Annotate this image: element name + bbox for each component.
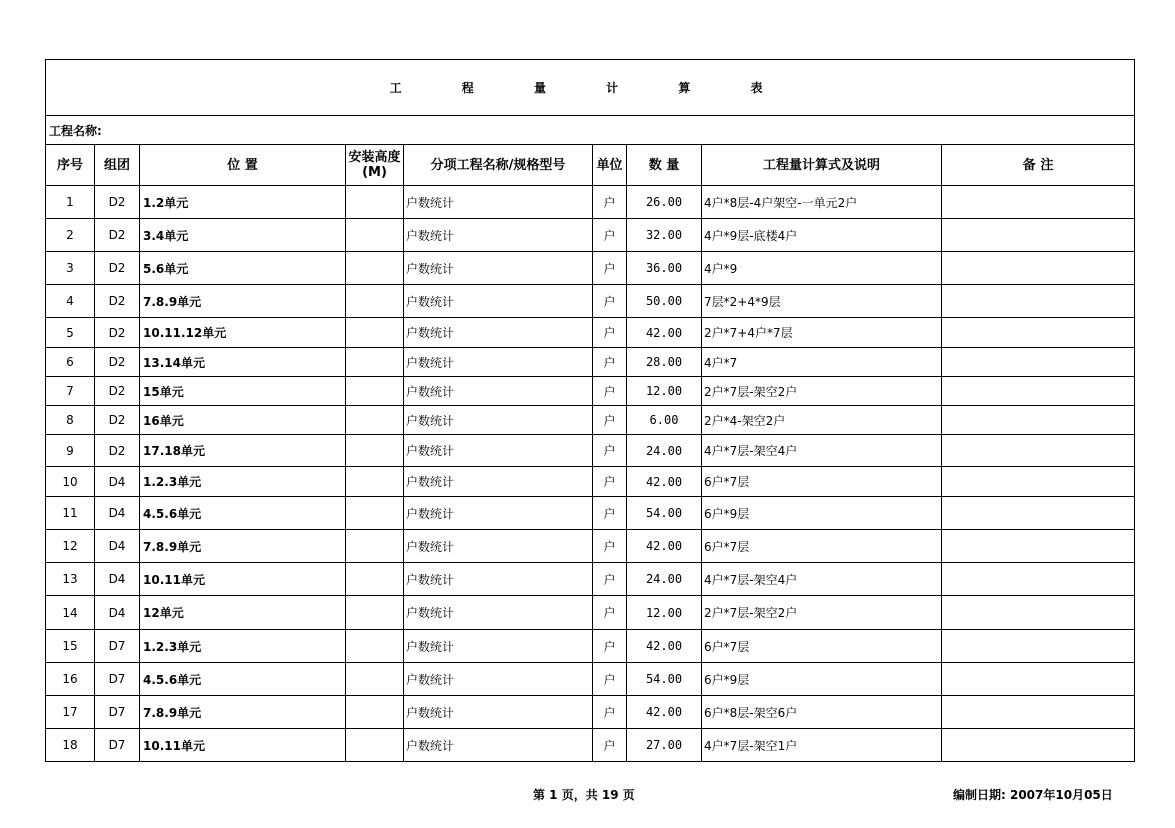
cell-install-height bbox=[346, 497, 404, 530]
cell-remarks bbox=[942, 406, 1135, 435]
cell-unit: 户 bbox=[593, 530, 627, 563]
cell-group: D2 bbox=[95, 377, 140, 406]
table-row bbox=[46, 596, 1135, 630]
cell-unit: 户 bbox=[593, 563, 627, 596]
cell-no: 6 bbox=[46, 348, 95, 377]
cell-group: D2 bbox=[95, 348, 140, 377]
cell-no: 4 bbox=[46, 285, 95, 318]
cell-location: 4.5.6单元 bbox=[140, 497, 346, 530]
cell-remarks bbox=[942, 630, 1135, 663]
header-location: 位 置 bbox=[140, 145, 346, 186]
cell-remarks bbox=[942, 219, 1135, 252]
table-row bbox=[46, 186, 1135, 219]
table-row bbox=[46, 285, 1135, 318]
cell-unit: 户 bbox=[593, 318, 627, 348]
cell-formula: 4户*7 bbox=[702, 348, 942, 377]
header-item-name: 分项工程名称/规格型号 bbox=[404, 145, 593, 186]
cell-group: D4 bbox=[95, 497, 140, 530]
cell-remarks bbox=[942, 467, 1135, 497]
cell-group: D7 bbox=[95, 729, 140, 762]
cell-group: D2 bbox=[95, 219, 140, 252]
cell-item-name: 户数统计 bbox=[404, 348, 593, 377]
cell-install-height bbox=[346, 596, 404, 630]
cell-formula: 7层*2+4*9层 bbox=[702, 285, 942, 318]
table-row bbox=[46, 630, 1135, 663]
cell-group: D4 bbox=[95, 530, 140, 563]
cell-item-name: 户数统计 bbox=[404, 729, 593, 762]
cell-formula: 6户*8层-架空6户 bbox=[702, 696, 942, 729]
cell-install-height bbox=[346, 318, 404, 348]
table-row bbox=[46, 435, 1135, 467]
cell-no: 17 bbox=[46, 696, 95, 729]
cell-group: D4 bbox=[95, 563, 140, 596]
table-row bbox=[46, 497, 1135, 530]
cell-item-name: 户数统计 bbox=[404, 530, 593, 563]
cell-formula: 4户*7层-架空4户 bbox=[702, 435, 942, 467]
cell-no: 10 bbox=[46, 467, 95, 497]
cell-remarks bbox=[942, 435, 1135, 467]
table-row bbox=[46, 663, 1135, 696]
cell-location: 10.11单元 bbox=[140, 729, 346, 762]
table-row bbox=[46, 252, 1135, 285]
cell-unit: 户 bbox=[593, 285, 627, 318]
cell-no: 14 bbox=[46, 596, 95, 630]
cell-remarks bbox=[942, 729, 1135, 762]
sheet-title: 工 程 量 计 算 表 bbox=[46, 60, 1135, 116]
cell-remarks bbox=[942, 696, 1135, 729]
cell-install-height bbox=[346, 530, 404, 563]
cell-formula: 6户*7层 bbox=[702, 467, 942, 497]
cell-install-height bbox=[346, 435, 404, 467]
cell-formula: 6户*9层 bbox=[702, 663, 942, 696]
cell-item-name: 户数统计 bbox=[404, 186, 593, 219]
cell-location: 1.2.3单元 bbox=[140, 467, 346, 497]
cell-location: 10.11单元 bbox=[140, 563, 346, 596]
cell-location: 7.8.9单元 bbox=[140, 696, 346, 729]
cell-quantity: 42.00 bbox=[627, 630, 702, 663]
table-row bbox=[46, 563, 1135, 596]
cell-quantity: 42.00 bbox=[627, 696, 702, 729]
cell-group: D4 bbox=[95, 596, 140, 630]
cell-no: 5 bbox=[46, 318, 95, 348]
cell-unit: 户 bbox=[593, 467, 627, 497]
cell-unit: 户 bbox=[593, 696, 627, 729]
table-row bbox=[46, 467, 1135, 497]
cell-no: 2 bbox=[46, 219, 95, 252]
cell-install-height bbox=[346, 467, 404, 497]
cell-location: 1.2单元 bbox=[140, 186, 346, 219]
cell-item-name: 户数统计 bbox=[404, 318, 593, 348]
cell-install-height bbox=[346, 219, 404, 252]
cell-unit: 户 bbox=[593, 663, 627, 696]
table-row bbox=[46, 219, 1135, 252]
cell-no: 11 bbox=[46, 497, 95, 530]
cell-location: 3.4单元 bbox=[140, 219, 346, 252]
header-quantity: 数 量 bbox=[627, 145, 702, 186]
cell-install-height bbox=[346, 563, 404, 596]
cell-location: 5.6单元 bbox=[140, 252, 346, 285]
cell-quantity: 27.00 bbox=[627, 729, 702, 762]
cell-location: 1.2.3单元 bbox=[140, 630, 346, 663]
table-row bbox=[46, 348, 1135, 377]
header-no: 序号 bbox=[46, 145, 95, 186]
cell-item-name: 户数统计 bbox=[404, 285, 593, 318]
cell-formula: 6户*7层 bbox=[702, 530, 942, 563]
cell-install-height bbox=[346, 377, 404, 406]
cell-group: D2 bbox=[95, 186, 140, 219]
cell-item-name: 户数统计 bbox=[404, 630, 593, 663]
cell-formula: 4户*7层-架空4户 bbox=[702, 563, 942, 596]
cell-no: 3 bbox=[46, 252, 95, 285]
cell-quantity: 42.00 bbox=[627, 318, 702, 348]
header-group: 组团 bbox=[95, 145, 140, 186]
cell-unit: 户 bbox=[593, 497, 627, 530]
cell-quantity: 12.00 bbox=[627, 377, 702, 406]
cell-formula: 4户*8层-4户架空-一单元2户 bbox=[702, 186, 942, 219]
cell-item-name: 户数统计 bbox=[404, 563, 593, 596]
quantity-calculation-table bbox=[45, 59, 1135, 762]
cell-remarks bbox=[942, 318, 1135, 348]
table-row bbox=[46, 729, 1135, 762]
table-row bbox=[46, 530, 1135, 563]
header-formula: 工程量计算式及说明 bbox=[702, 145, 942, 186]
cell-no: 7 bbox=[46, 377, 95, 406]
cell-quantity: 42.00 bbox=[627, 530, 702, 563]
cell-install-height bbox=[346, 406, 404, 435]
cell-quantity: 6.00 bbox=[627, 406, 702, 435]
cell-no: 8 bbox=[46, 406, 95, 435]
cell-quantity: 50.00 bbox=[627, 285, 702, 318]
cell-remarks bbox=[942, 497, 1135, 530]
cell-unit: 户 bbox=[593, 252, 627, 285]
cell-group: D2 bbox=[95, 285, 140, 318]
cell-remarks bbox=[942, 348, 1135, 377]
cell-unit: 户 bbox=[593, 630, 627, 663]
cell-install-height bbox=[346, 630, 404, 663]
cell-remarks bbox=[942, 252, 1135, 285]
cell-item-name: 户数统计 bbox=[404, 406, 593, 435]
header-unit: 单位 bbox=[593, 145, 627, 186]
cell-formula: 2户*7+4户*7层 bbox=[702, 318, 942, 348]
cell-location: 12单元 bbox=[140, 596, 346, 630]
cell-item-name: 户数统计 bbox=[404, 696, 593, 729]
header-remarks: 备 注 bbox=[942, 145, 1135, 186]
cell-unit: 户 bbox=[593, 219, 627, 252]
cell-install-height bbox=[346, 348, 404, 377]
page-number: 第 1 页，共 19 页 bbox=[533, 788, 635, 802]
cell-location: 10.11.12单元 bbox=[140, 318, 346, 348]
cell-quantity: 24.00 bbox=[627, 435, 702, 467]
cell-formula: 2户*7层-架空2户 bbox=[702, 377, 942, 406]
cell-install-height bbox=[346, 696, 404, 729]
cell-group: D7 bbox=[95, 696, 140, 729]
cell-remarks bbox=[942, 186, 1135, 219]
cell-item-name: 户数统计 bbox=[404, 497, 593, 530]
table-row bbox=[46, 377, 1135, 406]
cell-no: 13 bbox=[46, 563, 95, 596]
cell-unit: 户 bbox=[593, 406, 627, 435]
cell-formula: 6户*9层 bbox=[702, 497, 942, 530]
cell-location: 7.8.9单元 bbox=[140, 530, 346, 563]
header-row bbox=[46, 145, 1135, 186]
cell-item-name: 户数统计 bbox=[404, 596, 593, 630]
cell-group: D7 bbox=[95, 630, 140, 663]
cell-quantity: 42.00 bbox=[627, 467, 702, 497]
cell-no: 1 bbox=[46, 186, 95, 219]
cell-remarks bbox=[942, 563, 1135, 596]
cell-group: D2 bbox=[95, 406, 140, 435]
cell-no: 15 bbox=[46, 630, 95, 663]
cell-no: 9 bbox=[46, 435, 95, 467]
cell-group: D2 bbox=[95, 435, 140, 467]
cell-quantity: 54.00 bbox=[627, 497, 702, 530]
table-row bbox=[46, 318, 1135, 348]
cell-group: D2 bbox=[95, 252, 140, 285]
cell-formula: 6户*7层 bbox=[702, 630, 942, 663]
cell-unit: 户 bbox=[593, 729, 627, 762]
cell-formula: 2户*4-架空2户 bbox=[702, 406, 942, 435]
cell-unit: 户 bbox=[593, 348, 627, 377]
cell-item-name: 户数统计 bbox=[404, 377, 593, 406]
cell-quantity: 32.00 bbox=[627, 219, 702, 252]
project-name-label: 工程名称: bbox=[46, 116, 1135, 145]
cell-formula: 4户*7层-架空1户 bbox=[702, 729, 942, 762]
cell-quantity: 24.00 bbox=[627, 563, 702, 596]
cell-group: D2 bbox=[95, 318, 140, 348]
cell-item-name: 户数统计 bbox=[404, 663, 593, 696]
cell-remarks bbox=[942, 663, 1135, 696]
table-row bbox=[46, 406, 1135, 435]
cell-install-height bbox=[346, 663, 404, 696]
cell-formula: 4户*9层-底楼4户 bbox=[702, 219, 942, 252]
cell-location: 13.14单元 bbox=[140, 348, 346, 377]
cell-quantity: 12.00 bbox=[627, 596, 702, 630]
cell-item-name: 户数统计 bbox=[404, 467, 593, 497]
compile-date: 编制日期: 2007年10月05日 bbox=[953, 788, 1113, 802]
cell-unit: 户 bbox=[593, 377, 627, 406]
table-row bbox=[46, 696, 1135, 729]
cell-group: D4 bbox=[95, 467, 140, 497]
cell-location: 15单元 bbox=[140, 377, 346, 406]
cell-item-name: 户数统计 bbox=[404, 219, 593, 252]
cell-quantity: 26.00 bbox=[627, 186, 702, 219]
header-install-height: 安装高度(M) bbox=[346, 145, 404, 186]
cell-install-height bbox=[346, 285, 404, 318]
cell-item-name: 户数统计 bbox=[404, 252, 593, 285]
cell-location: 4.5.6单元 bbox=[140, 663, 346, 696]
cell-remarks bbox=[942, 530, 1135, 563]
cell-formula: 4户*9 bbox=[702, 252, 942, 285]
cell-quantity: 36.00 bbox=[627, 252, 702, 285]
cell-location: 16单元 bbox=[140, 406, 346, 435]
cell-group: D7 bbox=[95, 663, 140, 696]
cell-item-name: 户数统计 bbox=[404, 435, 593, 467]
cell-unit: 户 bbox=[593, 435, 627, 467]
cell-remarks bbox=[942, 285, 1135, 318]
cell-location: 7.8.9单元 bbox=[140, 285, 346, 318]
cell-formula: 2户*7层-架空2户 bbox=[702, 596, 942, 630]
cell-no: 18 bbox=[46, 729, 95, 762]
cell-no: 16 bbox=[46, 663, 95, 696]
cell-quantity: 54.00 bbox=[627, 663, 702, 696]
cell-remarks bbox=[942, 596, 1135, 630]
cell-no: 12 bbox=[46, 530, 95, 563]
cell-quantity: 28.00 bbox=[627, 348, 702, 377]
cell-install-height bbox=[346, 252, 404, 285]
cell-install-height bbox=[346, 729, 404, 762]
cell-unit: 户 bbox=[593, 186, 627, 219]
cell-location: 17.18单元 bbox=[140, 435, 346, 467]
cell-remarks bbox=[942, 377, 1135, 406]
cell-install-height bbox=[346, 186, 404, 219]
cell-unit: 户 bbox=[593, 596, 627, 630]
